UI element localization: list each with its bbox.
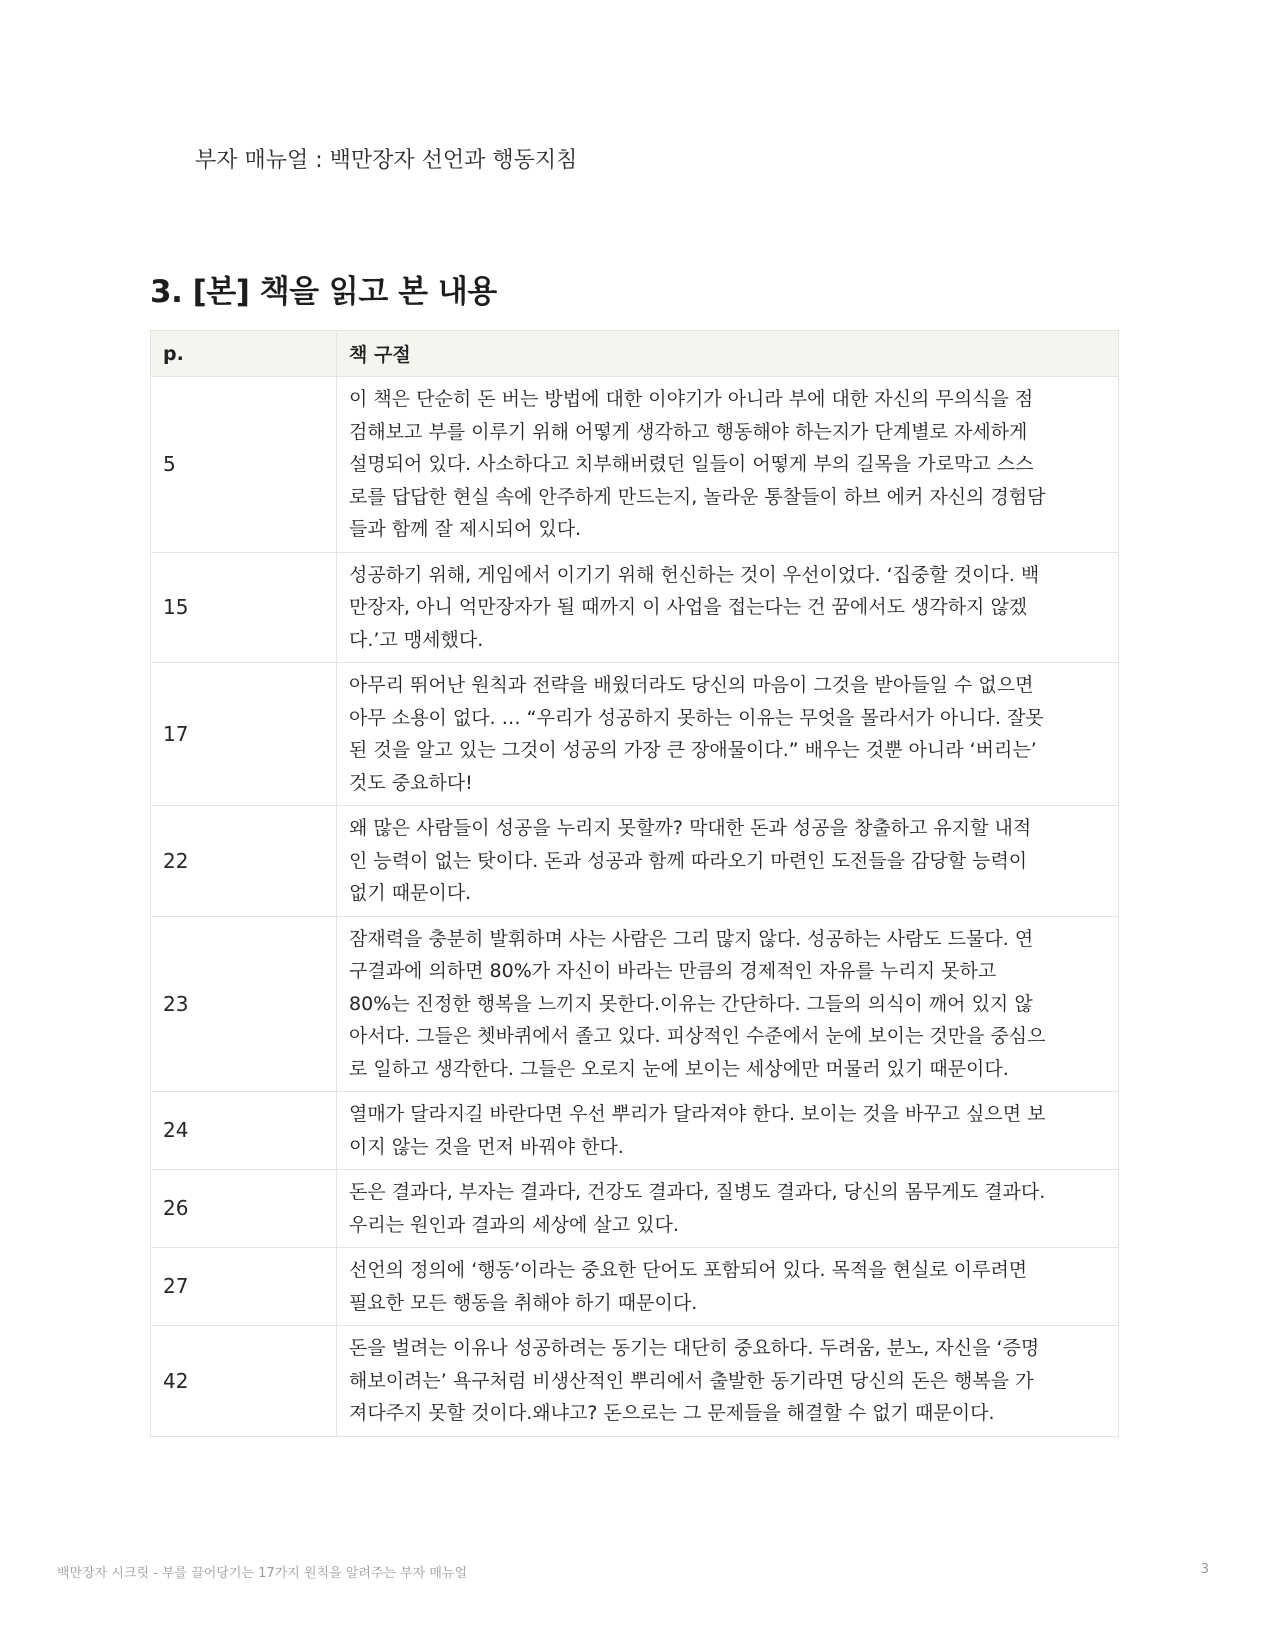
quote-line: 로를 답답한 현실 속에 안주하게 만드는지, 놀라운 통찰들이 하브 에커 자신의 경험담 <box>349 485 1046 508</box>
quote-line: 된 것을 알고 있는 그것이 성공의 가장 큰 장애물이다.” 배우는 것뿐 아니라 ‘버리는’ <box>349 739 1037 761</box>
page-number-cell: 26 <box>151 1170 337 1248</box>
section-heading: 3. [본] 책을 읽고 본 내용 <box>150 274 497 310</box>
quote-line: 들과 함께 잘 제시되어 있다. <box>349 518 582 540</box>
table-row <box>151 916 1119 1092</box>
quote-line: 이지 않는 것을 먼저 바꿔야 한다. <box>349 1135 624 1158</box>
page-number-cell: 27 <box>151 1248 337 1326</box>
quote-line: 것도 중요하다! <box>349 771 473 794</box>
quote-cell <box>337 552 1119 663</box>
quote-line: 아무리 뛰어난 원칙과 전략을 배웠더라도 당신의 마음이 그것을 받아들일 수 없으면 <box>349 674 1034 696</box>
table-row <box>151 806 1119 917</box>
quote-cell <box>337 916 1119 1092</box>
footer-page-number: 3 <box>1200 1562 1209 1577</box>
page-number-cell: 42 <box>151 1326 337 1437</box>
table-row <box>151 663 1119 806</box>
page-number-cell: 22 <box>151 806 337 917</box>
page-number-cell: 23 <box>151 916 337 1092</box>
page-number-cell: 24 <box>151 1092 337 1170</box>
table-body <box>151 377 1119 1437</box>
quote-line: 잠재력을 충분히 발휘하며 사는 사람은 그리 많지 않다. 성공하는 사람도 드물다. 연 <box>349 927 1034 950</box>
quote-line: 돈은 결과다, 부자는 결과다, 건강도 결과다, 질병도 결과다, 당신의 몸무게도 결과다. <box>349 1181 1046 1203</box>
quote-line: 설명되어 있다. 사소하다고 치부해버렸던 일들이 어떻게 부의 길목을 가로막고 스스 <box>349 453 1034 475</box>
page-number-cell: 15 <box>151 552 337 663</box>
quote-line: 필요한 모든 행동을 취해야 하기 때문이다. <box>349 1291 698 1314</box>
quote-line: 이 책은 단순히 돈 버는 방법에 대한 이야기가 아니라 부에 대한 자신의 무의식을 점 <box>349 388 1034 410</box>
quote-line: 져다주지 못할 것이다.왜냐고? 돈으로는 그 문제들을 해결할 수 없기 때문이다. <box>349 1402 995 1424</box>
quote-line: 우리는 원인과 결과의 세상에 살고 있다. <box>349 1213 679 1236</box>
quote-line: 해보이려는’ 욕구처럼 비생산적인 뿌리에서 출발한 동기라면 당신의 돈은 행복을 가 <box>349 1369 1034 1392</box>
page-number-cell: 17 <box>151 663 337 806</box>
quote-cell <box>337 377 1119 553</box>
quote-cell <box>337 663 1119 806</box>
column-header-quote: 책 구절 <box>337 331 1119 377</box>
quote-line: 열매가 달라지길 바란다면 우선 뿌리가 달라져야 한다. 보이는 것을 바꾸고 싶으면 보 <box>349 1103 1046 1125</box>
quote-table <box>150 330 1119 1437</box>
quote-line: 구결과에 의하면 80%가 자신이 바라는 만큼의 경제적인 자유를 누리지 못하고 <box>349 960 997 982</box>
table-row <box>151 1092 1119 1170</box>
quote-line: 돈을 벌려는 이유나 성공하려는 동기는 대단히 중요하다. 두려움, 분노, 자신을 ‘증명 <box>349 1337 1040 1359</box>
footer-title: 백만장자 시크릿 - 부를 끌어당기는 17가지 원칙을 알려주는 부자 매뉴얼 <box>57 1566 468 1581</box>
table-row <box>151 1248 1119 1326</box>
table-row <box>151 1326 1119 1437</box>
quote-cell <box>337 806 1119 917</box>
quote-line: 80%는 진정한 행복을 느끼지 못한다.이유는 간단하다. 그들의 의식이 깨어 있지 않 <box>349 992 1033 1015</box>
quote-line: 만장자, 아니 억만장자가 될 때까지 이 사업을 접는다는 건 꿈에서도 생각하지 않겠 <box>349 596 1028 618</box>
quote-cell <box>337 1170 1119 1248</box>
quote-line: 아무 소용이 없다. … “우리가 성공하지 못하는 이유는 무엇을 몰라서가 아니다. 잘못 <box>349 706 1044 729</box>
quote-line: 없기 때문이다. <box>349 882 472 904</box>
quote-line: 로 일하고 생각한다. 그들은 오로지 눈에 보이는 세상에만 머물러 있기 때문이다. <box>349 1057 1009 1080</box>
quote-line: 검해보고 부를 이루기 위해 어떻게 생각하고 행동해야 하는지가 단계별로 자세하게 <box>349 420 1028 443</box>
quote-line: 선언의 정의에 ‘행동’이라는 중요한 단어도 포함되어 있다. 목적을 현실로 이루려면 <box>349 1259 1028 1281</box>
quote-cell <box>337 1092 1119 1170</box>
quote-cell <box>337 1326 1119 1437</box>
table-row <box>151 377 1119 553</box>
table-row <box>151 552 1119 663</box>
column-header-page: p. <box>151 331 337 377</box>
table-header-row <box>151 331 1119 377</box>
table-row <box>151 1170 1119 1248</box>
quote-line: 인 능력이 없는 탓이다. 돈과 성공과 함께 따라오기 마련인 도전들을 감당할 능력이 <box>349 849 1028 872</box>
quote-line: 왜 많은 사람들이 성공을 누리지 못할까? 막대한 돈과 성공을 창출하고 유지할 내적 <box>349 817 1032 839</box>
page-number-cell: 5 <box>151 377 337 553</box>
quote-line: 성공하기 위해, 게임에서 이기기 위해 헌신하는 것이 우선이었다. ‘집중할 것이다. 백 <box>349 563 1040 586</box>
quote-cell <box>337 1248 1119 1326</box>
intro-line: 부자 매뉴얼 : 백만장자 선언과 행동지침 <box>195 148 578 173</box>
quote-line: 아서다. 그들은 쳇바퀴에서 졸고 있다. 피상적인 수준에서 눈에 보이는 것만을 중심으 <box>349 1025 1046 1047</box>
quote-line: 다.’고 맹세했다. <box>349 628 484 651</box>
